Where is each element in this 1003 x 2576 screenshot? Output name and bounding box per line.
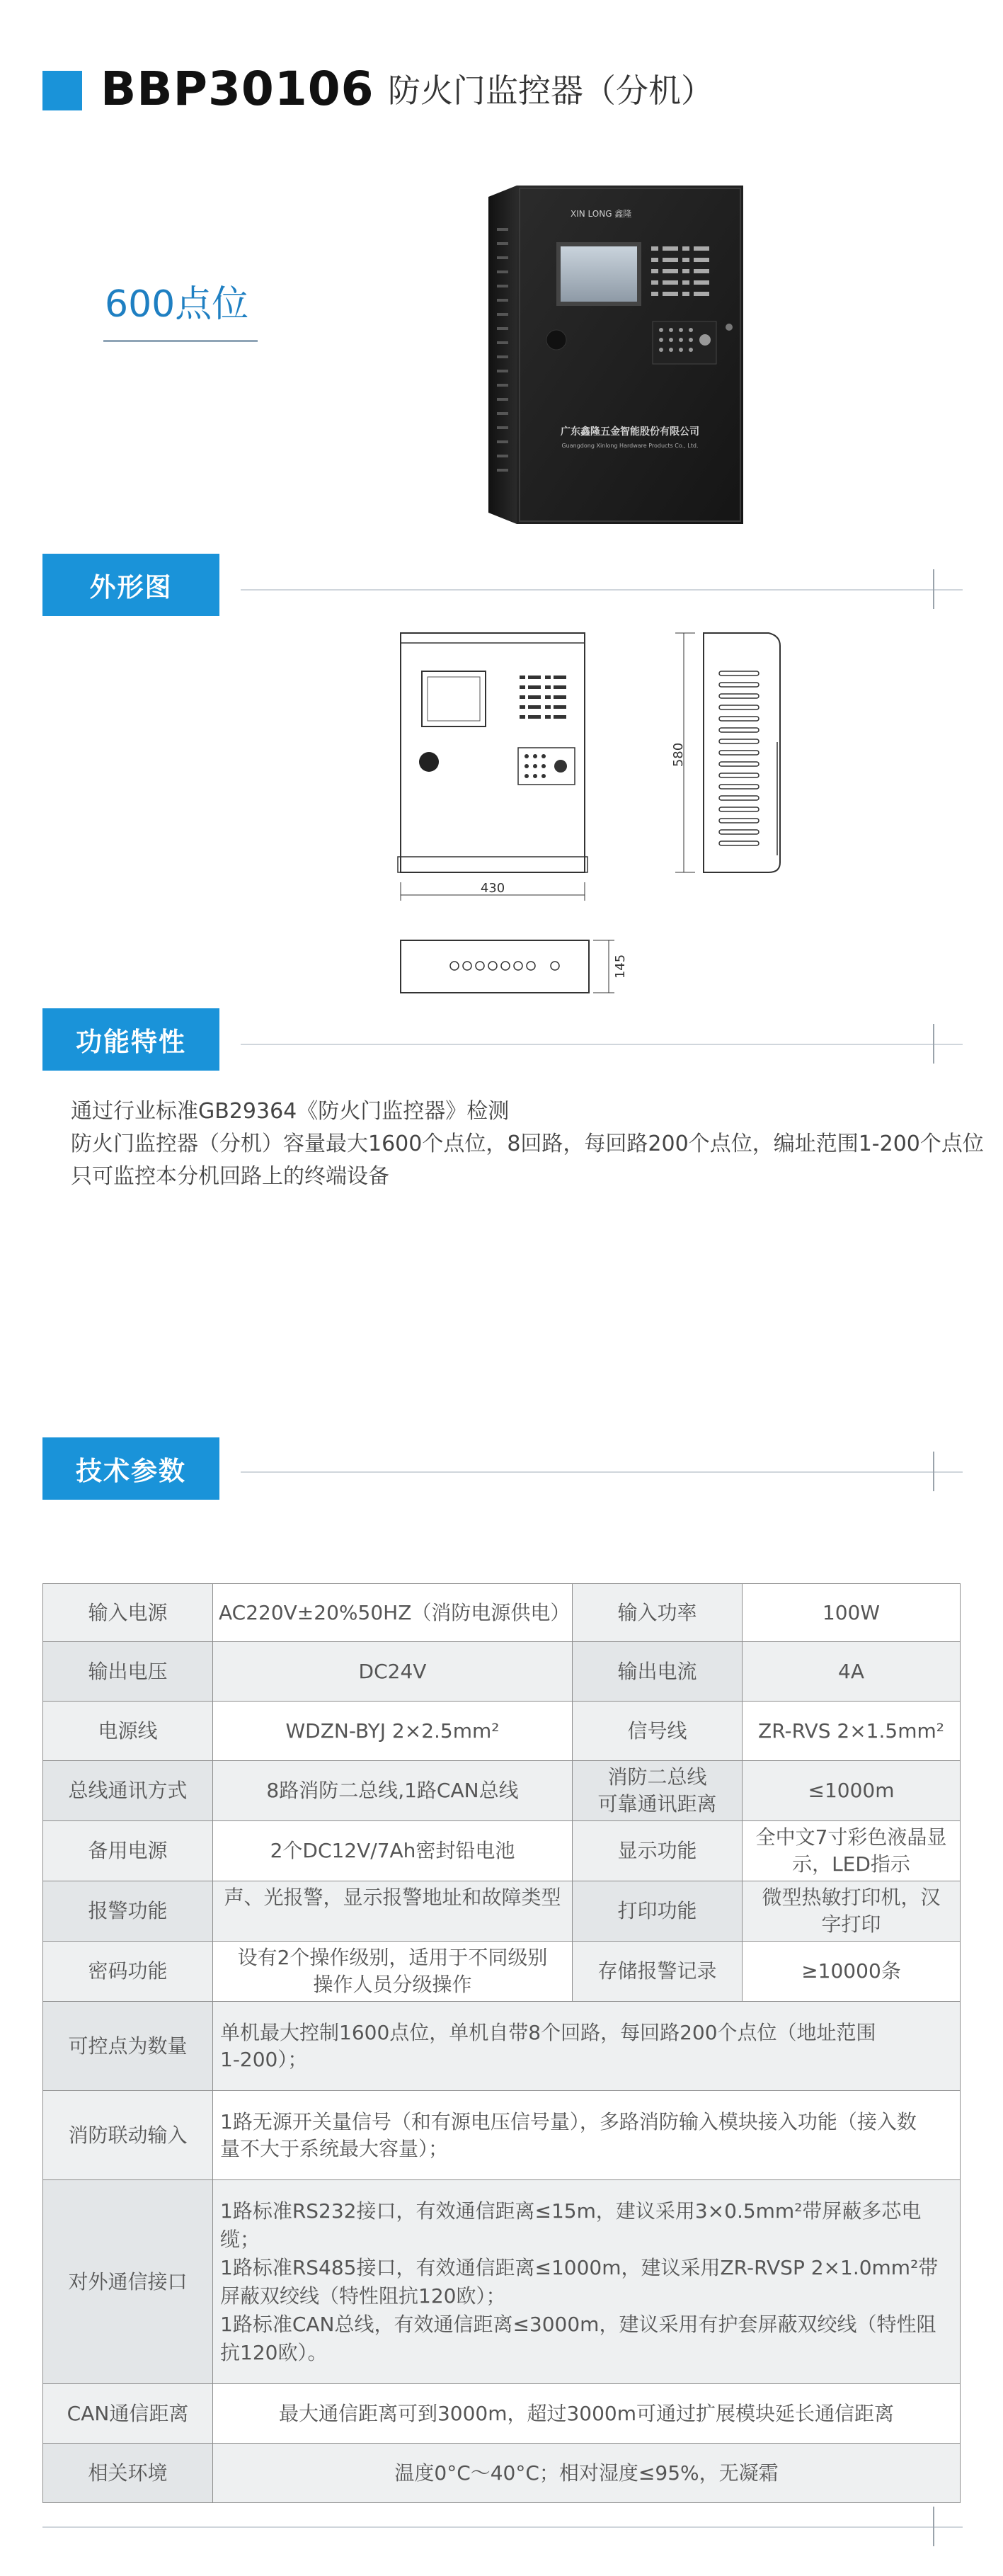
spec-value [743,1881,961,1942]
side-view-drawing [670,629,797,884]
depth-dimension: 145 [613,954,628,979]
spec-value: DC24V [213,1642,573,1702]
product-photo [488,186,743,524]
section-heading-specs: 技术参数 [42,1437,219,1500]
height-dimension: 580 [671,742,686,768]
spec-label: 打印功能 [573,1881,743,1942]
points-label: 600点位 [105,283,249,326]
spec-label: 对外通信接口 [43,2180,213,2384]
table-row [43,1642,961,1702]
spec-value [743,1821,961,1881]
section-divider [241,1044,963,1045]
spec-label: 消防联动输入 [43,2091,213,2180]
spec-label: 可控点为数量 [43,2002,213,2091]
spec-value-line: 字打印 [821,1913,881,1936]
spec-table [42,1583,961,2503]
divider-tick [933,569,934,609]
spec-value: ≥10000条 [743,1942,961,2002]
spec-label: 输出电流 [573,1642,743,1702]
spec-value [213,2002,961,2091]
spec-label: 信号线 [573,1702,743,1761]
spec-value-line: 示，LED指示 [792,1852,910,1876]
spec-value-line: 量不大于系统最大容量）； [220,2136,449,2160]
points-underline [103,340,258,342]
spec-value: ZR-RVS 2×1.5mm² [743,1702,961,1761]
table-row [43,1702,961,1761]
spec-label: CAN通信距离 [43,2384,213,2444]
spec-value: WDZN-BYJ 2×2.5mm² [213,1702,573,1761]
spec-value-line: 1路无源开关量信号（和有源电压信号量），多路消防输入模块接入功能（接入数 [220,2109,917,2133]
spec-label: 电源线 [43,1702,213,1761]
section-divider [241,589,963,591]
divider-tick [933,1024,934,1064]
spec-value-line: 操作人员分级操作 [313,1973,472,1996]
product-company-cn: 广东鑫隆五金智能股份有限公司 [561,426,699,438]
spec-label: 存储报警记录 [573,1942,743,2002]
section-divider [241,1471,963,1473]
spec-label [573,1761,743,1821]
table-row [43,1821,961,1881]
spec-label: 备用电源 [43,1821,213,1881]
spec-label: 总线通讯方式 [43,1761,213,1821]
spec-value: 声、光报警，显示报警地址和故障类型 [213,1881,573,1942]
spec-value-line: 1路标准RS232接口，有效通信距离≤15m，建议采用3×0.5mm²带屏蔽多芯电 [220,2199,922,2223]
title-accent-square [42,71,82,110]
spec-value [213,2180,961,2384]
table-row [43,1584,961,1642]
table-row [43,1942,961,2002]
feature-line: 防火门监控器（分机）容量最大1600个点位，8回路，每回路200个点位，编址范围1-200个点位 [71,1132,984,1156]
table-row [43,2180,961,2384]
bottom-view-drawing [394,933,634,1004]
spec-value [213,1942,573,2002]
spec-value-line: 设有2个操作级别，适用于不同级别 [237,1946,548,1969]
table-row [43,2091,961,2180]
feature-line: 通过行业标准GB29364《防火门监控器》检测 [71,1099,510,1124]
feature-line: 只可监控本分机回路上的终端设备 [71,1164,389,1189]
spec-value: 最大通信距离可到3000m，超过3000m可通过扩展模块延长通信距离 [213,2384,961,2444]
spec-label: 密码功能 [43,1942,213,2002]
spec-label: 报警功能 [43,1881,213,1942]
spec-label: 相关环境 [43,2444,213,2503]
product-model: BBP30106 [101,62,374,116]
spec-value-line: 全中文7寸彩色液晶显 [755,1825,947,1849]
table-row [43,2384,961,2444]
spec-value-line: 1-200）； [220,2047,308,2071]
product-brand-text: XIN LONG 鑫隆 [571,209,632,219]
spec-value-line: 1路标准CAN总线，有效通信距离≤3000m，建议采用有护套屏蔽双绞线（特性阻 [220,2312,936,2336]
section-heading-features: 功能特性 [42,1008,219,1071]
spec-value: AC220V±20%50HZ（消防电源供电） [213,1584,573,1642]
spec-value: ≤1000m [743,1761,961,1821]
spec-value-line: 单机最大控制1600点位，单机自带8个回路，每回路200个点位（地址范围 [220,2020,876,2044]
spec-label: 输入功率 [573,1584,743,1642]
table-row [43,1881,961,1942]
spec-value: 2个DC12V/7Ah密封铅电池 [213,1821,573,1881]
spec-value-line: 缆； [220,2227,260,2251]
divider-tick [933,2507,934,2546]
spec-label-line: 消防二总线 [607,1765,707,1789]
spec-label: 显示功能 [573,1821,743,1881]
section-heading-appearance: 外形图 [42,554,219,616]
footer-divider [42,2526,963,2528]
product-company-en: Guangdong Xinlong Hardware Products Co., Ltd. [561,443,699,449]
divider-tick [933,1452,934,1491]
spec-value: 温度0°C～40°C；相对湿度≤95%，无凝霜 [213,2444,961,2503]
table-row [43,2002,961,2091]
spec-label: 输出电压 [43,1642,213,1702]
spec-value-line: 1路标准RS485接口，有效通信距离≤1000m，建议采用ZR-RVSP 2×1.0mm²带 [220,2255,939,2279]
spec-value: 100W [743,1584,961,1642]
spec-value-line: 抗120欧）。 [220,2340,328,2364]
product-name: 防火门监控器（分机） [388,72,713,110]
front-view-drawing [394,629,620,912]
spec-value: 8路消防二总线,1路CAN总线 [213,1761,573,1821]
spec-value: 4A [743,1642,961,1702]
width-dimension: 430 [480,881,505,896]
table-row [43,2444,961,2503]
spec-value-line: 屏蔽双绞线（特性阻抗120欧）； [220,2284,506,2308]
table-row [43,1761,961,1821]
spec-value-line: 微型热敏打印机，汉 [762,1886,941,1909]
spec-value [213,2091,961,2180]
spec-label-line: 可靠通讯距离 [597,1792,717,1816]
spec-label: 输入电源 [43,1584,213,1642]
